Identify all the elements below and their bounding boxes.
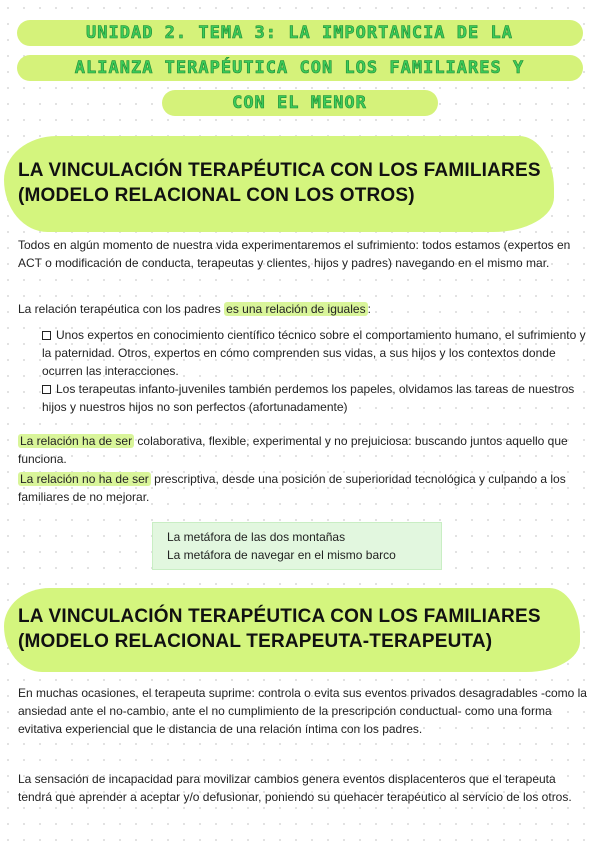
section1-relation-line xyxy=(18,300,588,318)
section2-heading-line2: (MODELO RELACIONAL TERAPEUTA-TERAPEUTA) xyxy=(18,631,493,652)
relation-suffix: : xyxy=(367,302,371,316)
section2-paragraph-2: La sensación de incapacidad para movilizar cambios genera eventos displacenteros que el terapeuta tendrá que aprender a aceptar y/o defusionar, poniendo su quehacer terapéutico al servicio de los otros. xyxy=(18,772,572,804)
title-line-3: CON EL MENOR xyxy=(162,90,438,116)
shouldnt-text: prescriptiva, desde una posición de superioridad tecnológica y culpando a los familiares de no mejorar. xyxy=(18,472,566,504)
section2-heading xyxy=(18,604,541,654)
section2-heading-line1: LA VINCULACIÓN TERAPÉUTICA CON LOS FAMILIARES xyxy=(18,606,541,627)
checkbox-square-icon xyxy=(42,331,51,340)
section1-should-paragraph xyxy=(18,432,588,468)
list-item xyxy=(42,380,587,416)
section1-heading-line1: LA VINCULACIÓN TERAPÉUTICA CON LOS FAMILIARES xyxy=(18,160,541,181)
section1-heading-line2: (MODELO RELACIONAL CON LOS OTROS) xyxy=(18,185,415,206)
bullet-text: Unos expertos en conocimiento científico técnico sobre el comportamiento humano, el sufrimiento y la paternidad. Otros, expertos en cómo comprenden sus vidas, a sus hijos y los contextos donde ocurren las interacciones. xyxy=(42,328,586,378)
list-item xyxy=(42,326,587,380)
bullet-text: Los terapeutas infanto-juveniles también perdemos los papeles, olvidamos las tareas de nuestros hijos y nuestros hijos no son perfectos (afortunadamente) xyxy=(42,382,575,414)
section1-heading xyxy=(18,158,541,208)
shouldnt-highlight: La relación no ha de ser xyxy=(20,472,149,486)
section2-paragraph-1: En muchas ocasiones, el terapeuta suprime: controla o evita sus eventos privados desagradables -como la ansiedad ante el no-cambio, ante el no cumplimiento de la prescripción conductual- como una forma evitativa experiencial que le distancia de una relación íntima con los padres. xyxy=(18,686,587,736)
title-line-2: ALIANZA TERAPÉUTICA CON LOS FAMILIARES Y xyxy=(17,55,583,81)
metaphor-item: La metáfora de navegar en el mismo barco xyxy=(167,548,396,562)
section1-shouldnt-paragraph xyxy=(18,470,588,506)
relation-prefix: La relación terapéutica con los padres xyxy=(18,302,225,316)
section1-intro: Todos en algún momento de nuestra vida experimentaremos el sufrimiento: todos estamos (expertos en ACT o modificación de conducta, terapeutas y clientes, hijos y padres) navegando en el mismo mar. xyxy=(18,238,571,270)
metaphor-item: La metáfora de las dos montañas xyxy=(167,530,346,544)
title-line-1: UNIDAD 2. TEMA 3: LA IMPORTANCIA DE LA xyxy=(17,20,583,46)
section1-bullet-list xyxy=(42,326,587,416)
should-highlight: La relación ha de ser xyxy=(20,434,133,448)
should-text: colaborativa, flexible, experimental y no prejuiciosa: buscando juntos aquello que funciona. xyxy=(18,434,568,466)
relation-highlight: es una relación de iguales xyxy=(226,302,366,316)
checkbox-square-icon xyxy=(42,385,51,394)
metaphor-box xyxy=(152,522,442,570)
